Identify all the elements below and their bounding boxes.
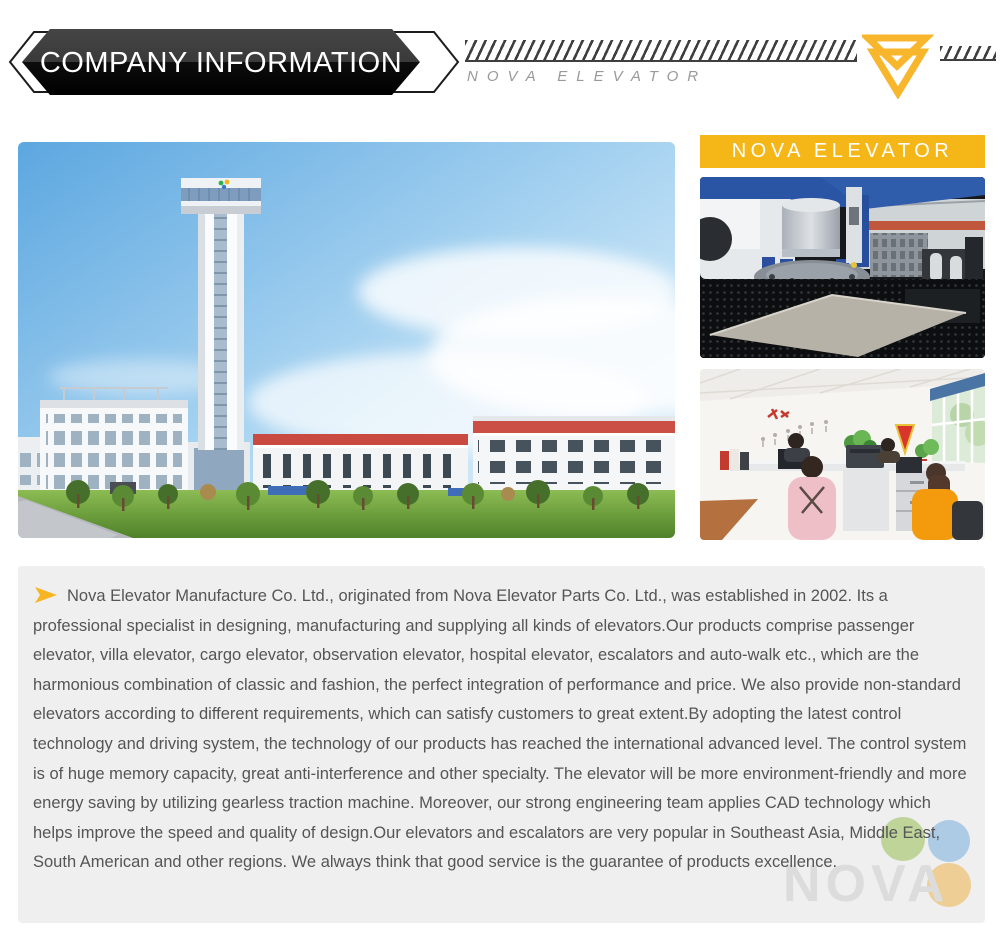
machinery-photo-scene (700, 177, 985, 358)
nova-elevator-banner-label: NOVA ELEVATOR (731, 140, 954, 162)
watermark-text: NOVA (783, 855, 950, 913)
campus-photo-scene (18, 142, 675, 538)
diagonal-slashes-decoration (465, 40, 857, 62)
company-about-panel (18, 566, 985, 923)
header-brand-text: NOVA ELEVATOR (467, 68, 708, 85)
diagonal-slashes-small-decoration (940, 46, 996, 61)
company-about-text (33, 582, 970, 878)
company-about-paragraph: Nova Elevator Manufacture Co. Ltd., originated from Nova Elevator Parts Co. Ltd., was established in 2002. Its a professional specialist in designing, manufacturing and supplying all kinds of elevators.Our products comprise passenger elevator, villa elevator, cargo elevator, observation elevator, hospital elevator, escalators and auto-walk etc., which are the harmonious combination of classic and fashion, the perfect integration of performance and price. We also provide non-standard elevators according to different requirements, which can satisfy customers to great extent.By adopting the latest control technology and driving system, the technology of our products has reached the international advanced level. The control system is of huge memory capacity, great anti-interference and other specialty. The elevator will be more environment-friendly and more energy saving by utilizing gearless traction machine. Moreover, our strong engineering team applies CAD technology which helps improve the speed and quality of design.Our elevators and escalators are very popular in Southeast Asia, Middle East, South American and other regions. We always think that good service is the guarantee of products excellence. (33, 587, 967, 872)
nova-elevator-banner (700, 135, 985, 168)
page-title: COMPANY INFORMATION (39, 47, 403, 79)
double-triangle-down-icon (862, 33, 934, 99)
company-information-banner (8, 26, 460, 98)
factory-machinery-photo (700, 177, 985, 358)
office-photo (700, 369, 985, 540)
company-campus-photo (18, 142, 675, 538)
arrow-right-icon (35, 587, 57, 603)
pin-bed-and-sheet (700, 279, 985, 358)
office-photo-scene (700, 369, 985, 540)
